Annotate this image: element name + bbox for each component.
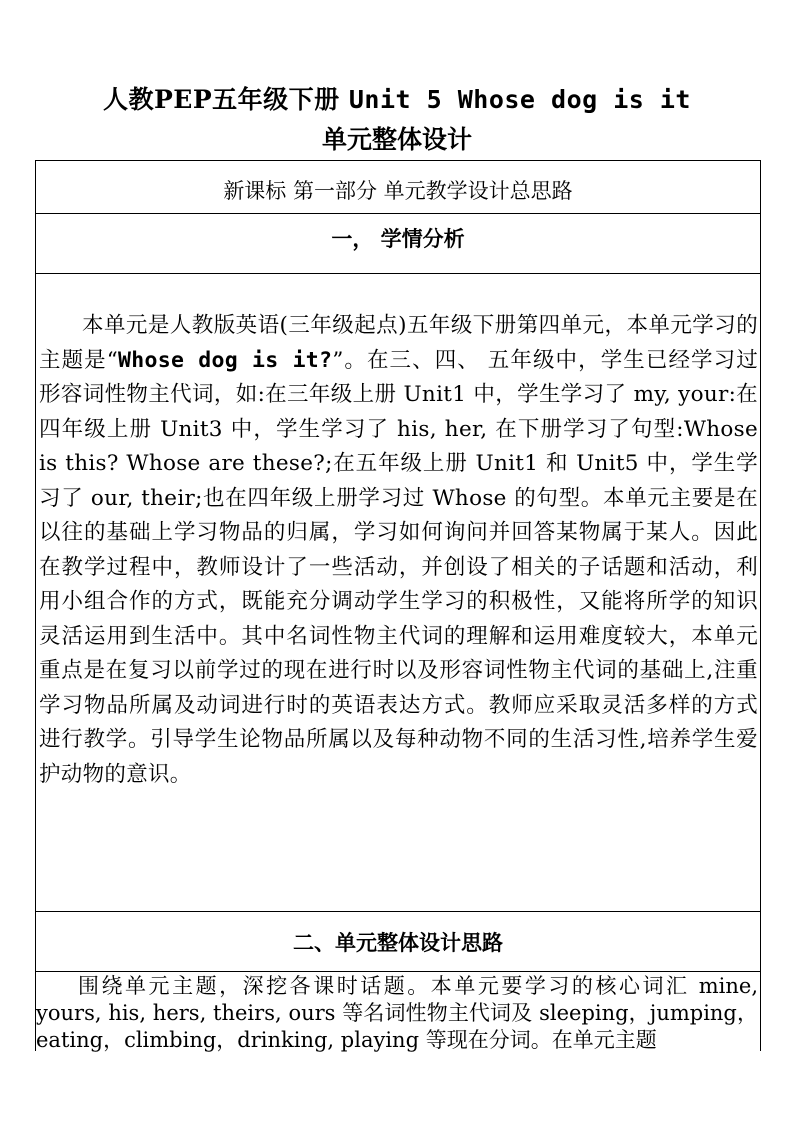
title-cn-part: 人教PEP五年级下册 <box>102 85 340 114</box>
section2-paragraph <box>36 973 758 1054</box>
para-quote: Whose dog is it? <box>118 347 333 373</box>
table-divider <box>36 213 760 214</box>
table-divider <box>36 273 760 274</box>
section2-heading: 二、单元整体设计思路 <box>293 930 503 955</box>
para-text-b: ”。在三、四、 五年级中，学生已经学习过形容词性物主代词，如:在三年级上册 Unit1 中，学生学习了 my, your:在四年级上册 Unit3 中，学生学习了 his, her, 在下册学习了句型:Whose is this? Whose are these?;在五年级上册 Unit1 和 Unit5 中，学生学习了 our, their;也在四年级上册学习过 Whose 的句型。本单元主要是在以往的基础上学习物品的归属，学习如何询问并回答某物属于某人。因此在教学过程中，教师设计了一些活动，并创设了相关的子话题和活动，利用小组合作的方式，既能充分调动学生学习的积极性，又能将所学的知识灵活运用到生活中。其中名词性物主代词的理解和运用难度较大，本单元重点是在复习以前学过的现在进行时以及形容词性物主代词的基础上,注重学习物品所属及动词进行时的英语表达方式。教师应采取灵活多样的方式进行教学。引导学生论物品所属以及每种动物不同的生活习性,培养学生爱护动物的意识。 <box>39 347 759 787</box>
table-divider <box>36 971 760 972</box>
para-text-a: 本单元是人教版英语(三年级起点)五年级下册第四单元，本单元学习的主题是“ <box>39 313 758 373</box>
document-title-line2: 单元整体设计 <box>321 125 472 154</box>
design-table <box>35 160 761 1051</box>
table-divider <box>36 911 760 912</box>
title-en-part: Unit 5 Whose dog is it <box>348 85 691 114</box>
table-row-standard: 新课标 第一部分 单元教学设计总思路 <box>223 179 573 203</box>
section1-paragraph <box>39 309 758 792</box>
section2-text: 围绕单元主题，深挖各课时话题。本单元要学习的核心词汇 mine, yours, his, hers, theirs, ours 等名词性物主代词及 sleeping，jumping，eating，climbing，drinking, playing 等现在分词。在单元主题 <box>36 974 758 1052</box>
section1-heading: 一， 学情分析 <box>331 226 465 251</box>
document-title-line1 <box>0 80 794 116</box>
